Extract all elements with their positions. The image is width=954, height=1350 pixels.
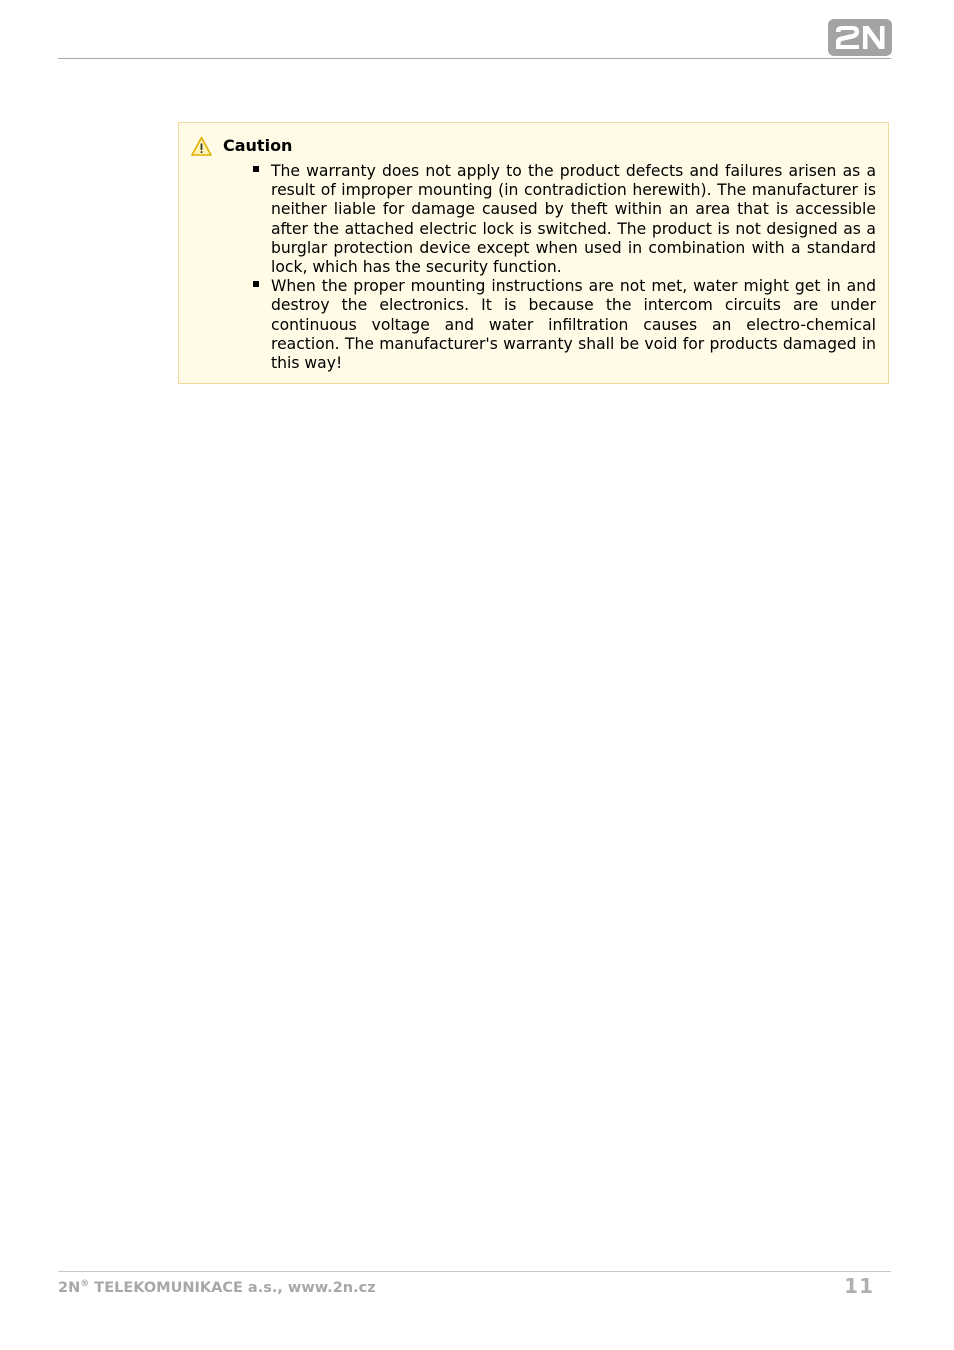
- list-item: [271, 162, 876, 277]
- footer-divider: [58, 1271, 891, 1272]
- footer-brand: 2N: [58, 1279, 81, 1296]
- warning-triangle-icon: [191, 136, 212, 157]
- list-item: [271, 277, 876, 373]
- footer-company-name: TELEKOMUNIKACE a.s., www.2n.cz: [94, 1279, 376, 1296]
- page-number: 11: [844, 1274, 874, 1298]
- bullet-square-icon: [253, 281, 259, 287]
- bullet-square-icon: [253, 166, 259, 172]
- registered-mark: ®: [80, 1279, 90, 1289]
- caution-list: [271, 162, 876, 373]
- footer-company: [58, 1279, 376, 1296]
- callout-title: Caution: [223, 136, 293, 155]
- list-item-text: When the proper mounting instructions are not met, water might get in and destroy the electronics. It is because the intercom circuits are under continuous voltage and water infiltration causes an electro-chemical reaction. The manufacturer's warranty shall be void for products damaged in this way!: [271, 277, 876, 373]
- header-divider: [58, 58, 891, 59]
- list-item-text: The warranty does not apply to the product defects and failures arisen as a result of improper mounting (in contradiction herewith). The manufacturer is neither liable for damage caused by theft within an area that is accessible after the attached electric lock is switched. The product is not designed as a burglar protection device except when used in combination with a standard lock, which has the security function.: [271, 162, 876, 277]
- caution-callout: [178, 122, 889, 384]
- company-logo: [828, 19, 892, 56]
